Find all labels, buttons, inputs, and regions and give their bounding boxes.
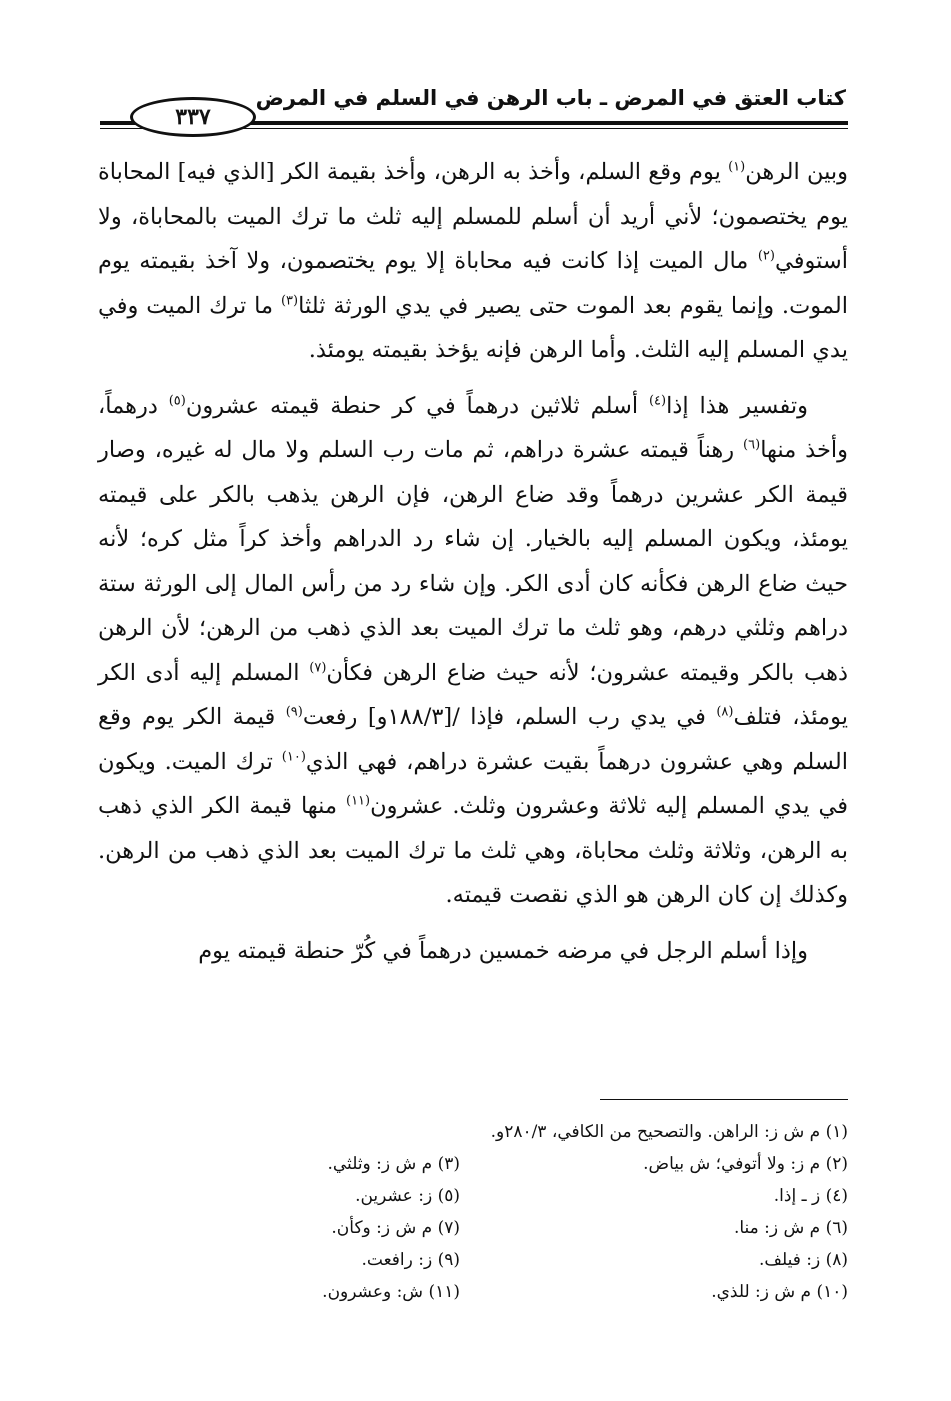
footnote-row <box>98 1212 848 1244</box>
footnote-5: (٥) ز: عشرين. <box>355 1186 460 1206</box>
footnote-ref: (٢) <box>757 248 775 264</box>
page-header <box>100 82 848 132</box>
text-run: رهناً قيمته عشرة دراهم، ثم مات رب السلم ولا مال له غيره، وصار قيمة الكر عشرين درهماً وقد ضاع الرهن، فإن الرهن يذهب بالكر على قيمته يومئذ، ويكون المسلم إليه بالخيار. إن شاء رد الدراهم وأخذ كراً مثل كره؛ لأنه حيث ضاع الرهن فكأنه كان أدى الكر. وإن شاء رد من رأس المال إلى الورثة ستة دراهم وثلثي درهم، وهو ثلث ما ترك الميت بعد الذي ذهب من الرهن؛ لأن الرهن ذهب بالكر وقيمته عشرون؛ لأنه حيث ضاع الرهن فكأن <box>98 437 848 686</box>
paragraph <box>98 929 848 974</box>
footnote-6: (٦) م ش ز: منا. <box>733 1218 848 1238</box>
footnote-ref: (١٠) <box>281 749 306 764</box>
running-title: كتاب العتق في المرض ـ باب الرهن في السلم في المرض <box>255 86 846 110</box>
footnote-ref: (١) <box>728 159 746 175</box>
text-run: قيمة الكر يوم وقع السلم وهي عشرون درهماً بقيت عشرة دراهم، فهي الذي <box>98 704 848 775</box>
paragraph <box>98 384 848 918</box>
footnote-11: (١١) ش: وعشرون. <box>322 1282 460 1302</box>
footnote-3: (٣) م ش ز: وثلثي. <box>327 1154 460 1174</box>
footnote-ref: (٤) <box>648 393 667 408</box>
text-run: يوم وقع السلم، وأخذ به الرهن، وأخذ بقيمة الكر [الذي فيه] المحاباة يوم يختصمون؛ لأني أريد أن أسلم للمسلم إليه ثلث ما ترك الميت بالمحاباة، ولا أستوفي <box>98 159 848 274</box>
footnote-ref: (٧) <box>309 660 327 675</box>
text-run: ترك الميت. ويكون في يدي المسلم إليه ثلاثة وعشرون وثلث. عشرون <box>98 748 848 819</box>
footnote-8: (٨) ز: فيلف. <box>758 1250 848 1270</box>
main-text <box>98 150 848 984</box>
footnote-9: (٩) ز: رافعت. <box>361 1250 460 1270</box>
footnote-row <box>98 1276 848 1308</box>
footnote-7: (٧) م ش ز: وكأن. <box>331 1218 460 1238</box>
footnote-2: (٢) م ز: ولا أتوفي؛ ش بياض. <box>643 1154 848 1174</box>
page-number: ٣٣٧ <box>175 104 211 130</box>
footnote-ref: (٩) <box>285 704 303 720</box>
page-number-oval <box>130 97 256 137</box>
footnote-ref: (٨) <box>716 704 734 720</box>
footnote-ref: (١١) <box>346 793 371 809</box>
text-run: منها قيمة الكر الذي ذهب به الرهن، وثلاثة وثلث محاباة، وهي ثلث ما ترك الميت بعد الذي ذهب من الرهن. وكذلك إن كان الرهن هو الذي نقصت قيمته. <box>98 793 848 908</box>
footnote-1: (١) م ش ز: الراهن. والتصحيح من الكافي، ٢٨٠/٣و. <box>490 1122 848 1142</box>
text-run: المسلم إليه أدى الكر يومئذ، فتلف <box>98 659 848 730</box>
footnotes <box>98 1116 848 1308</box>
text-run: وتفسير هذا إذا <box>666 392 808 419</box>
text-run: ما ترك الميت وفي يدي المسلم إليه الثلث. وأما الرهن فإنه يؤخذ بقيمته يومئذ. <box>98 292 848 363</box>
footnote-row <box>98 1148 848 1180</box>
text-run: وإذا أسلم الرجل في مرضه خمسين درهماً في كُرّ حنطة قيمته يوم <box>198 937 808 964</box>
text-run: مال الميت إذا كانت فيه محاباة إلا يوم يختصمون، ولا آخذ بقيمته يوم الموت. وإنما يقوم بعد الموت حتى يصير في يدي الورثة ثلثا <box>98 248 848 319</box>
footnote-row <box>98 1180 848 1212</box>
footnote-10: (١٠) م ش ز: للذي. <box>711 1282 848 1302</box>
paragraph <box>98 150 848 373</box>
footnote-ref: (٦) <box>743 437 761 453</box>
text-run: درهماً، وأخذ منها <box>98 392 848 463</box>
text-run: في يدي رب السلم، فإذا /[١٨٨/٣و] رفعت <box>302 704 717 730</box>
text-run: وبين الرهن <box>745 159 849 185</box>
text-run: أسلم ثلاثين درهماً في كر حنطة قيمته عشرون <box>185 392 649 419</box>
footnote-ref: (٥) <box>168 393 186 408</box>
footnote-ref: (٣) <box>280 293 299 308</box>
footnote-row <box>98 1244 848 1276</box>
footnote-4: (٤) ز ـ إذا. <box>773 1186 848 1206</box>
footnote-divider <box>600 1099 848 1100</box>
